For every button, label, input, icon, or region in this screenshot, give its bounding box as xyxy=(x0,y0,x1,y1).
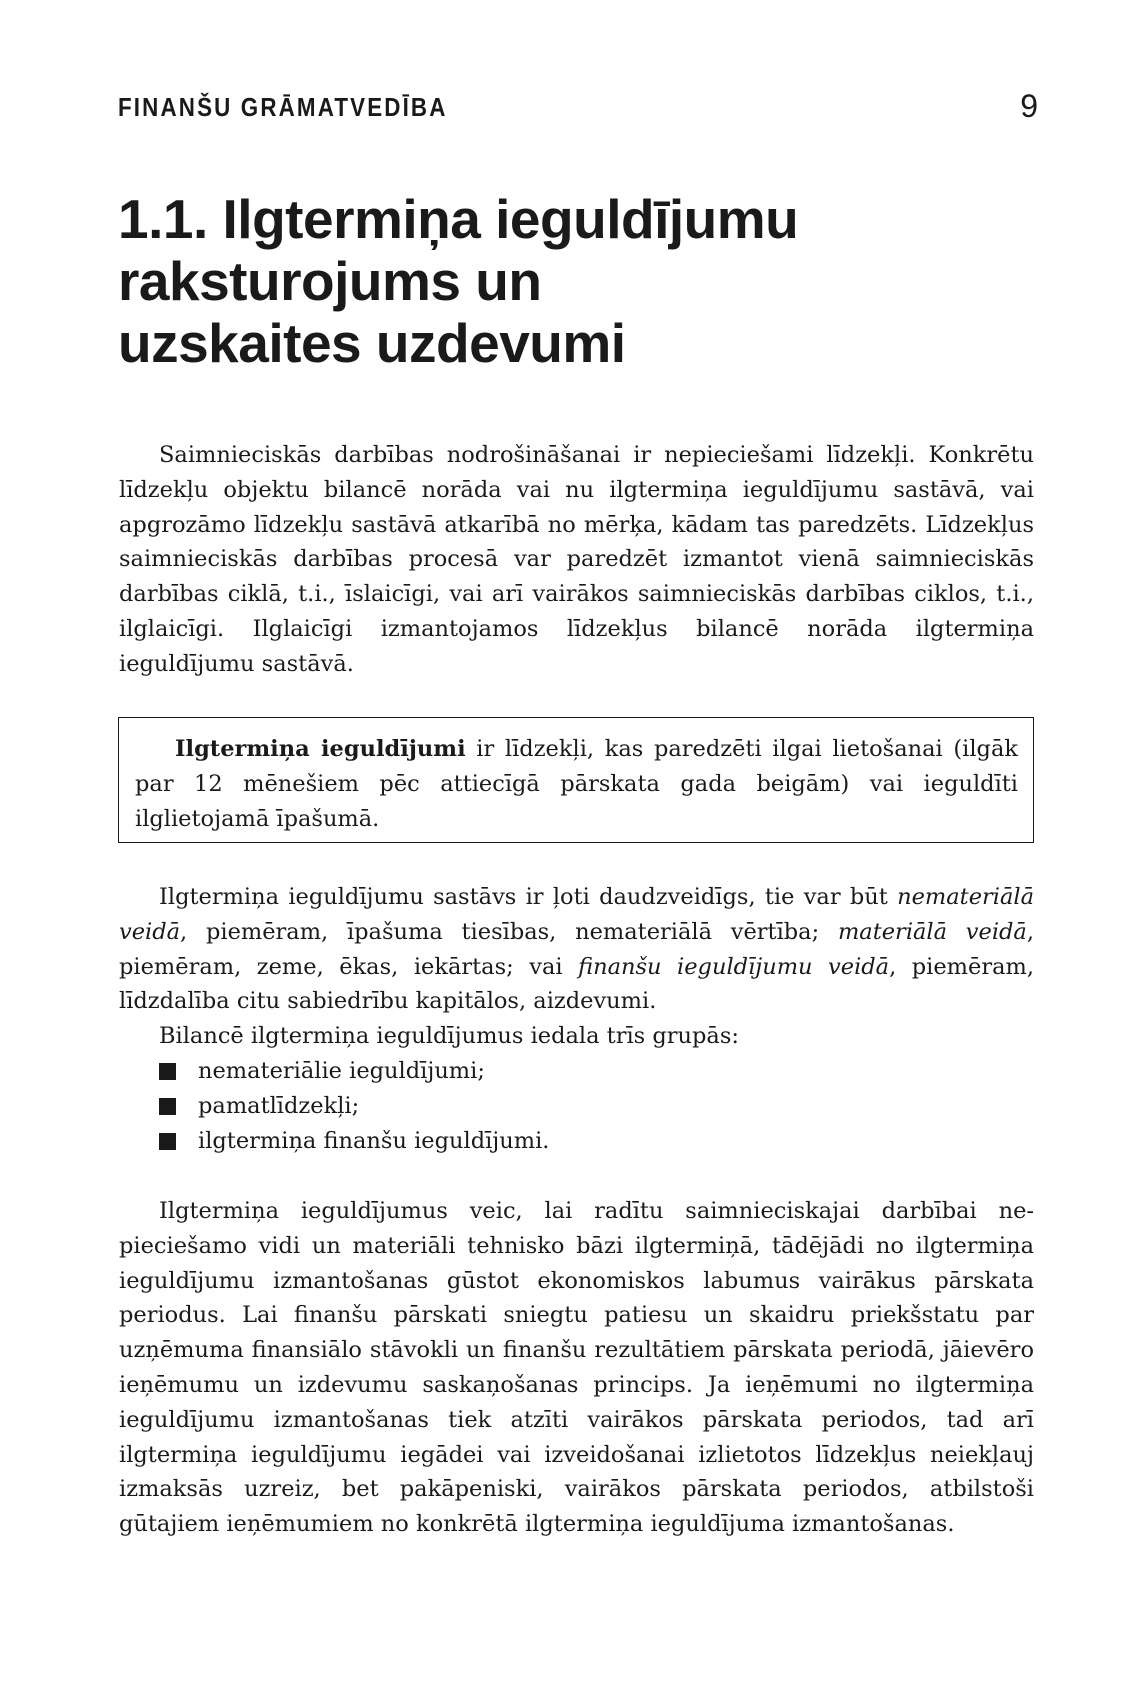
composition-emphasis: finanšu ieguldījumu veidā xyxy=(578,953,890,980)
intro-section xyxy=(119,438,1034,682)
square-bullet-icon xyxy=(159,1063,176,1080)
composition-section xyxy=(119,880,1034,1158)
composition-text: Ilgtermiņa ieguldījumu sastāvs ir ļoti daudzveidīgs, tie var būt xyxy=(159,884,898,910)
composition-text: , piemēram, zeme, ēkas, iekārtas; vai xyxy=(119,918,1034,980)
composition-emphasis: materiālā veidā xyxy=(837,918,1027,945)
chapter-title-line: uzskaites uzdevumi xyxy=(118,312,626,374)
list-item-text: nemateriālie ieguldījumi; xyxy=(198,1057,485,1084)
definition-text xyxy=(135,732,1018,836)
running-head-title: FINANŠU GRĀMATVEDĪBA xyxy=(118,92,448,122)
composition-text: , piemēram, īpašuma tiesības, nemateriālā vērtība; xyxy=(180,918,838,945)
purpose-section xyxy=(119,1194,1034,1542)
composition-emphasis: nemateriālā veidā xyxy=(119,884,1034,945)
groups-list xyxy=(119,1054,1034,1158)
definition-box xyxy=(118,717,1034,843)
composition-paragraph xyxy=(119,880,1034,1019)
chapter-title-line: raksturojums un xyxy=(118,250,542,312)
list-item xyxy=(119,1089,1034,1124)
list-item xyxy=(119,1054,1034,1089)
groups-intro: Bilancē ilgtermiņa ieguldījumus iedala trīs grupās: xyxy=(159,1023,739,1050)
purpose-paragraph: Ilgtermiņa ieguldījumus veic, lai radītu saimnieciskajai darbībai nepieciešamo vidi un materiāli tehnisko bāzi ilgtermiņā, tādējādi no ilgtermiņa ieguldījumu izmantošanas gūstot ekonomiskos labumus vairākus pārskata periodus. Lai finanšu pārskati sniegtu patiesu un skaidru priekšstatu par uzņēmuma finansiālo stāvokli un finanšu rezultātiem pārskata periodā, jāievēro ieņēmumu un izdevumu saskaņošanas princips. Ja ieņēmumi no ilgtermiņa ieguldījumu izmantošanas tiek atzīti vairākos pārskata periodos, tad arī ilgtermiņa ieguldījumu iegādei vai izveidošanai izlietotos līdzekļus neiekļauj izmaksās uzreiz, bet pakāpeniski, vairākos pārskata periodos, atbilstoši gūtajiem ieņēmumiem no konkrētā ilgtermiņa ieguldījuma izmantošanas. xyxy=(119,1198,1034,1538)
list-item-text: ilgtermiņa finanšu ieguldījumi. xyxy=(198,1127,550,1154)
page-number: 9 xyxy=(1020,88,1038,124)
definition-term: Ilgtermiņa ieguldījumi xyxy=(175,736,466,762)
chapter-title xyxy=(118,188,1018,374)
list-item xyxy=(119,1124,1034,1159)
square-bullet-icon xyxy=(159,1098,176,1115)
composition-text: , piemēram, līdzdalība citu sabiedrību kapitālos, aizdevumi. xyxy=(119,953,1034,1015)
definition-body: ir līdzekļi, kas paredzēti ilgai lietošanai (ilgāk par 12 mēnešiem pēc attiecīgā pārskata gada beigām) vai ieguldīti ilglietojamā īpašumā. xyxy=(135,736,1018,832)
square-bullet-icon xyxy=(159,1133,176,1150)
list-item-text: pamatlīdzekļi; xyxy=(198,1092,360,1119)
intro-paragraph: Saimnieciskās darbības nodrošināšanai ir nepieciešami līdzekļi. Konkrētu līdzekļu objektu bilancē norāda vai nu ilgtermiņa ieguldījumu sastāvā, vai apgrozāmo līdzekļu sastāvā atkarībā no mērķa, kādam tas paredzēts. Līdzekļus saimnieciskās darbības procesā var paredzēt izmantot vienā saimnieciskās darbības ciklā, t.i., īslaicīgi, vai arī vairākos saimnieciskās darbības ciklos, t.i., ilglaicīgi. Ilglaicīgi izmantojamos līdzekļus bilancē norāda ilgtermiņa ieguldījumu sastāvā. xyxy=(119,442,1034,677)
chapter-title-line: 1.1. Ilgtermiņa ieguldījumu xyxy=(118,188,799,250)
